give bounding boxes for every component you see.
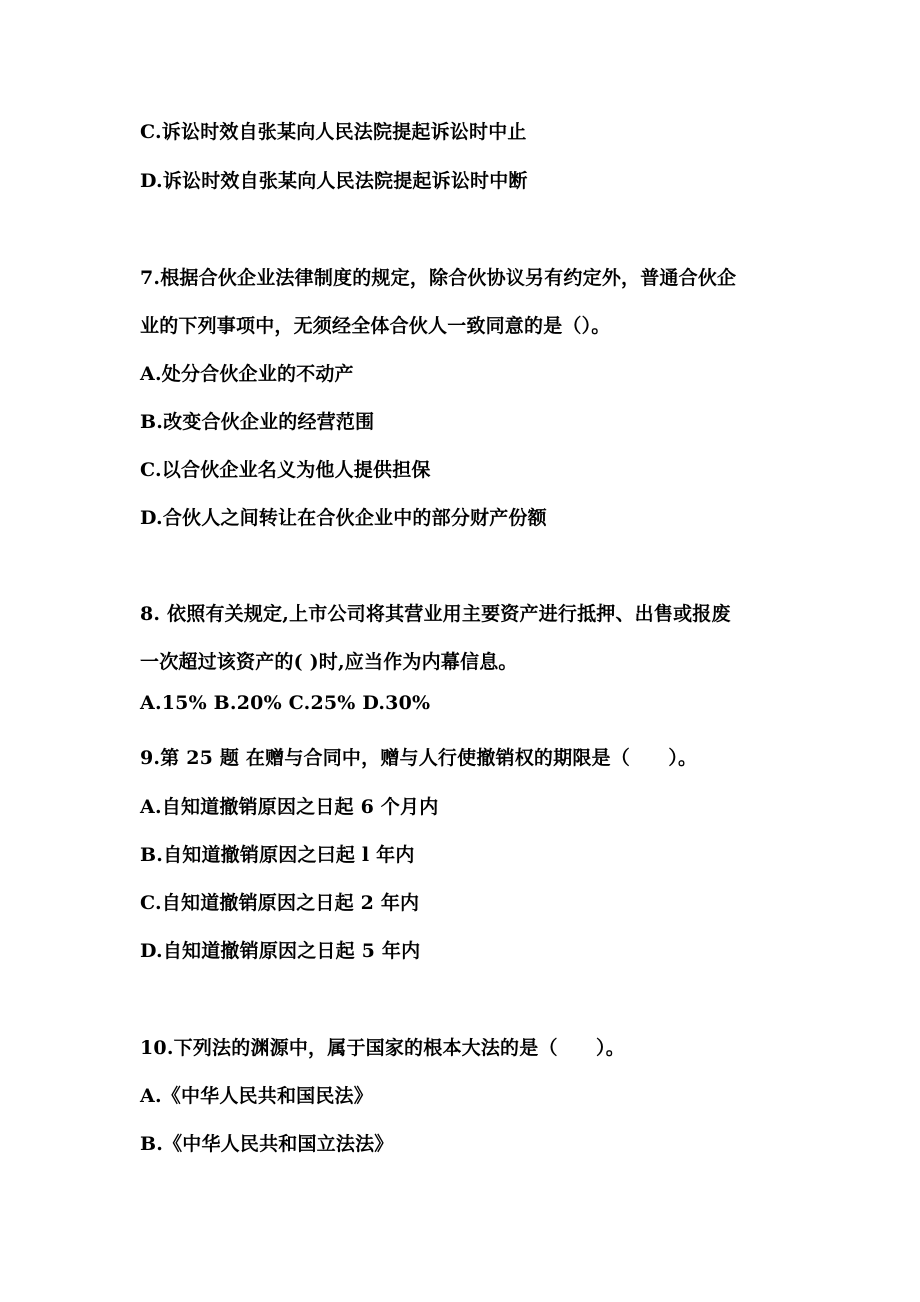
q7-stem-line-2: 业的下列事项中，无须经全体合伙人一致同意的是（）。 bbox=[140, 315, 611, 337]
q6-option-c: C.诉讼时效自张某向人民法院提起诉讼时中止 bbox=[140, 121, 527, 143]
q9-stem: 9.第 25 题 在赠与合同中，赠与人行使撤销权的期限是（ ）。 bbox=[140, 747, 698, 769]
q9-option-d: D.自知道撤销原因之日起 5 年内 bbox=[140, 940, 421, 962]
q7-stem-line-1: 7.根据合伙企业法律制度的规定，除合伙协议另有约定外，普通合伙企 bbox=[140, 267, 737, 289]
q8-options: A.15% B.20% C.25% D.30% bbox=[140, 692, 431, 714]
q9-option-b: B.自知道撤销原因之曰起 l 年内 bbox=[140, 844, 415, 866]
q9-option-c: C.自知道撤销原因之日起 2 年内 bbox=[140, 892, 420, 914]
q10-stem: 10.下列法的渊源中，属于国家的根本大法的是（ ）。 bbox=[140, 1037, 625, 1059]
q10-option-a: A.《中华人民共和国民法》 bbox=[140, 1085, 373, 1107]
q8-stem-line-2: 一次超过该资产的( )时,应当作为内幕信息。 bbox=[140, 651, 518, 673]
q6-option-d: D.诉讼时效自张某向人民法院提起诉讼时中断 bbox=[140, 170, 528, 192]
q7-option-d: D.合伙人之间转让在合伙企业中的部分财产份额 bbox=[140, 507, 547, 529]
q7-option-b: B.改变合伙企业的经营范围 bbox=[140, 411, 375, 433]
q9-option-a: A.自知道撤销原因之日起 6 个月内 bbox=[140, 796, 439, 818]
q7-option-a: A.处分合伙企业的不动产 bbox=[140, 363, 354, 385]
q8-stem-line-1: 8. 依照有关规定,上市公司将其营业用主要资产进行抵押、出售或报废 bbox=[140, 603, 731, 625]
q7-option-c: C.以合伙企业名义为他人提供担保 bbox=[140, 459, 431, 481]
q10-option-b: B.《中华人民共和国立法法》 bbox=[140, 1133, 394, 1155]
